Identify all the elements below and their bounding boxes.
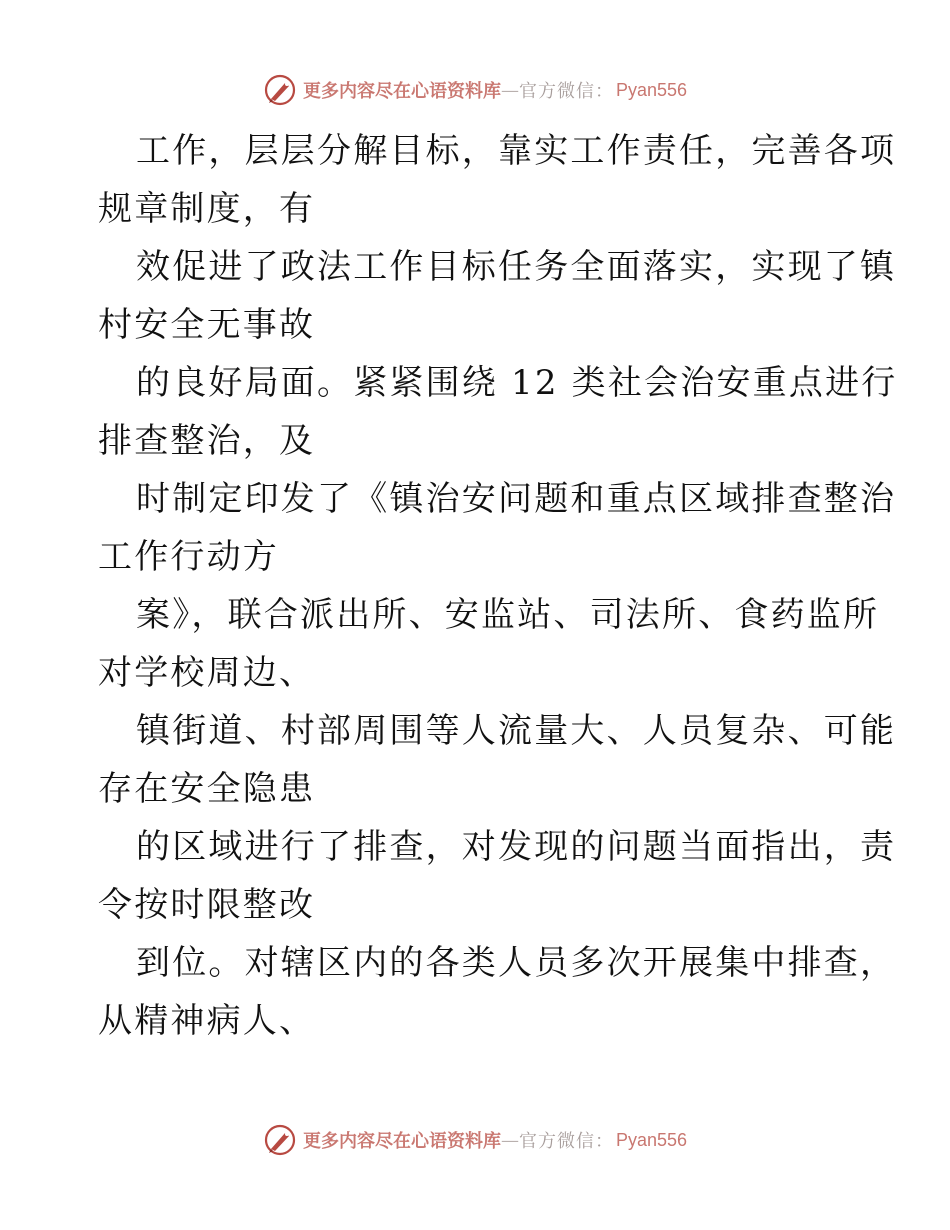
paragraph: [98, 586, 880, 702]
paragraph: [98, 354, 898, 470]
text-line: 对学校周边、: [98, 653, 316, 693]
text-line: 效促进了政法工作目标任务全面落实，实现了镇: [136, 247, 897, 287]
text-line: 工作行动方: [98, 537, 279, 577]
text-line: 存在安全隐患: [98, 769, 316, 809]
paragraph: [98, 238, 897, 354]
text-line: 案》，联合派出所、安监站、司法所、食药监所: [136, 595, 880, 635]
text-line: 到位。对辖区内的各类人员多次开展集中排查，: [136, 943, 897, 983]
text-line: 从精神病人、: [98, 1001, 316, 1041]
text-line: 令按时限整改: [98, 885, 316, 925]
footer-dash: —: [500, 1129, 519, 1151]
text-line: 时制定印发了《镇治安问题和重点区域排查整治: [136, 479, 897, 519]
text-line: 村安全无事故: [98, 305, 316, 345]
paragraph: [98, 122, 897, 238]
text-line: 的区域进行了排查，对发现的问题当面指出，责: [136, 827, 897, 867]
text-line: 镇街道、村部周围等人流量大、人员复杂、可能: [136, 711, 897, 751]
text-line: 工作，层层分解目标，靠实工作责任，完善各项: [136, 131, 897, 171]
pen-logo-icon: [263, 73, 297, 107]
body-text: [98, 122, 898, 1050]
paragraph: [98, 818, 897, 934]
footer-banner: [0, 1120, 950, 1160]
footer-wechat-id: Pyan556: [615, 1129, 688, 1150]
header-banner: [0, 70, 950, 110]
header-dash: —: [500, 79, 519, 101]
header-wechat-id: Pyan556: [615, 79, 688, 100]
paragraph: [98, 934, 897, 1050]
paragraph: [98, 702, 897, 818]
footer-wechat-label: 官方微信：: [518, 1131, 614, 1152]
text-line: 排查整治，及: [98, 421, 316, 461]
paragraph: [98, 470, 897, 586]
header-site-name: 更多内容尽在心语资料库: [302, 81, 501, 102]
header-wechat-label: 官方微信：: [518, 81, 614, 102]
text-line: 规章制度，有: [98, 189, 316, 229]
text-line: 的良好局面。紧紧围绕 12 类社会治安重点进行: [136, 363, 898, 403]
footer-site-name: 更多内容尽在心语资料库: [302, 1131, 501, 1152]
pen-logo-icon: [263, 1123, 297, 1157]
